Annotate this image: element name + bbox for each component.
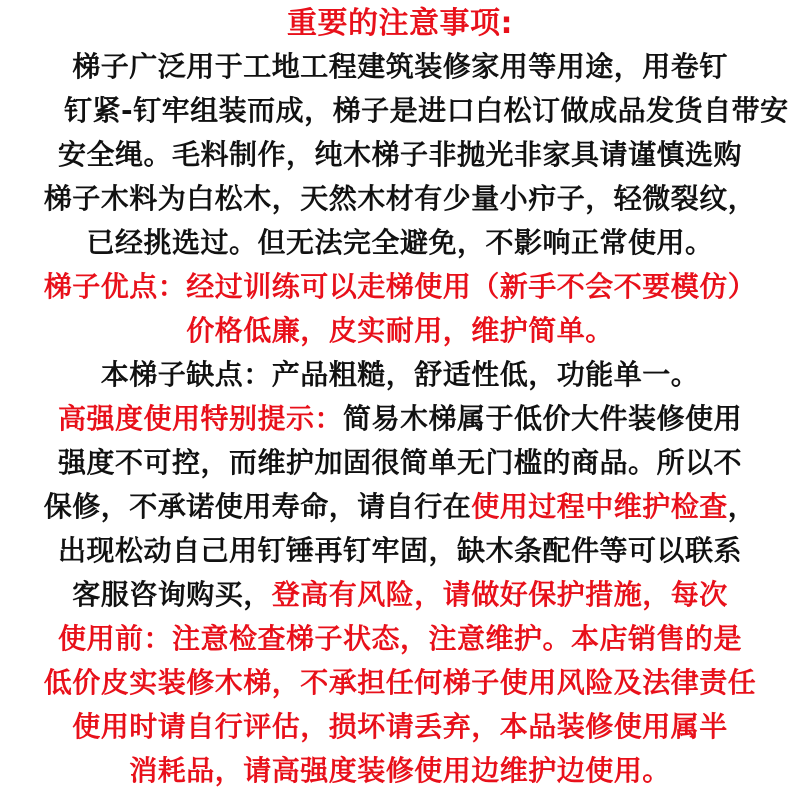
notice-text-segment: ， xyxy=(727,490,757,523)
notice-text-segment: 强度不可控，而维护加固很简单无门槛的商品。所以不 xyxy=(57,446,742,479)
notice-text-segment: 使用前：注意检查梯子状态，注意维护。本店销售的是 xyxy=(57,622,742,655)
notice-text-segment: 已经挑选过。但无法完全避免，不影响正常使用。 xyxy=(86,226,714,259)
notice-text-segment: 梯子广泛用于工地工程建筑装修家用等用途，用卷钉 xyxy=(72,50,728,83)
notice-text-segment: 保修，不承诺使用寿命，请自行在 xyxy=(43,490,472,523)
safety-warning-line xyxy=(0,617,800,661)
notice-text-segment: 使用时请自行评估，损坏请丢弃，本品装修使用属半 xyxy=(72,710,728,743)
notice-text-segment: 本梯子缺点：产品粗糙，舒适性低，功能单一。 xyxy=(100,358,700,391)
notice-text-segment: 登高有风险，请做好保护措施，每次 xyxy=(271,578,728,611)
disclaimer-line xyxy=(0,749,800,793)
notice-text-segment: 钉紧-钉牢组装而成，梯子是进口白松订做成品发货自带安 xyxy=(64,94,789,127)
notice-text-segment: 简易木梯属于低价大件装修使用 xyxy=(343,402,743,435)
notice-text-segment: 出现松动自己用钉锤再钉牢固，缺木条配件等可以联系 xyxy=(57,534,742,567)
notice-line xyxy=(0,177,800,221)
notice-text-segment: 安全绳。毛料制作，纯木梯子非抛光非家具请谨慎选购 xyxy=(57,138,742,171)
disclaimer-line xyxy=(0,705,800,749)
disclaimer-line xyxy=(0,661,800,705)
notice-line xyxy=(0,485,800,529)
notice-text-segment: 高强度使用特别提示： xyxy=(57,402,343,435)
notice-text-segment: 消耗品，请高强度装修使用边维护边使用。 xyxy=(129,754,671,787)
notice-line xyxy=(0,45,800,89)
notice-text-segment: 梯子木料为白松木，天然木材有少量小疖子，轻微裂纹， xyxy=(43,182,757,215)
notice-line xyxy=(0,221,800,265)
notice-line xyxy=(0,529,800,573)
notice-text-segment: 使用过程中维护检查 xyxy=(471,490,728,523)
disadvantages-line xyxy=(0,353,800,397)
notice-title: 重要的注意事项: xyxy=(287,6,513,41)
notice-text-segment: 低价皮实装修木梯，不承担任何梯子使用风险及法律责任 xyxy=(43,666,757,699)
notice-line xyxy=(64,89,800,133)
notice-line xyxy=(0,133,800,177)
notice-text-segment: 梯子优点：经过训练可以走梯使用（新手不会不要模仿） xyxy=(43,270,757,303)
notice-text-segment: 客服咨询购买， xyxy=(72,578,272,611)
notice-text-segment: 价格低廉，皮实耐用，维护简单。 xyxy=(186,314,614,347)
advantages-line xyxy=(0,265,800,309)
safety-warning-line xyxy=(0,573,800,617)
notice-line xyxy=(0,441,800,485)
advantages-line xyxy=(0,309,800,353)
heavy-use-tip-line xyxy=(0,397,800,441)
